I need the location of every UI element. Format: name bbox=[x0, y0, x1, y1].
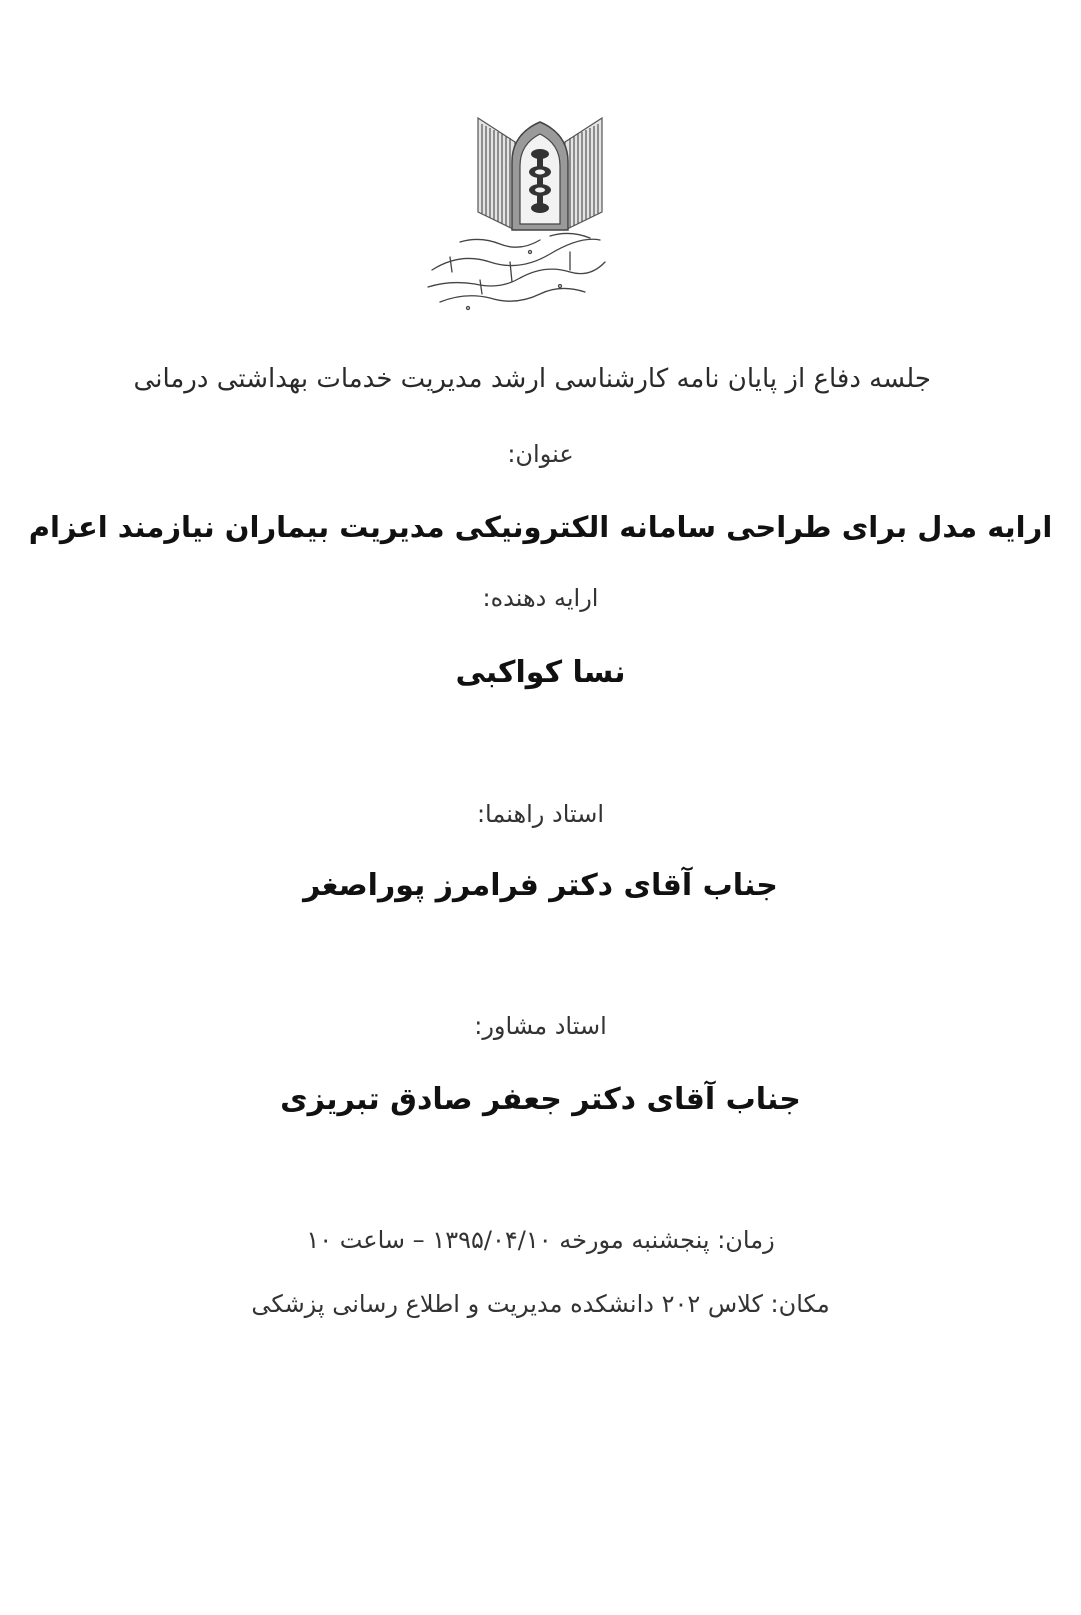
title-label: عنوان: bbox=[507, 440, 574, 468]
defense-session-heading: جلسه دفاع از پایان نامه کارشناسی ارشد مدیریت خدمات بهداشتی درمانی bbox=[133, 364, 931, 394]
advisor-label: استاد مشاور: bbox=[474, 1012, 607, 1040]
supervisor-name: جناب آقای دکتر فرامرز پوراصغر bbox=[303, 868, 778, 903]
supervisor-label: استاد راهنما: bbox=[476, 800, 605, 828]
university-emblem-icon bbox=[420, 112, 620, 312]
session-time: زمان: پنجشنبه مورخه ۱۳۹۵/۰۴/۱۰ – ساعت ۱۰ bbox=[306, 1226, 775, 1254]
advisor-name: جناب آقای دکتر جعفر صادق تبریزی bbox=[280, 1082, 801, 1117]
thesis-title: ارایه مدل برای طراحی سامانه الکترونیکی مدیریت بیماران نیازمند اعزام bbox=[28, 510, 1053, 544]
presenter-name: نسا کواکبی bbox=[455, 655, 626, 690]
presenter-label: ارایه دهنده: bbox=[482, 584, 599, 612]
session-place: مکان: کلاس ۲۰۲ دانشکده مدیریت و اطلاع رسانی پزشکی bbox=[251, 1290, 830, 1318]
